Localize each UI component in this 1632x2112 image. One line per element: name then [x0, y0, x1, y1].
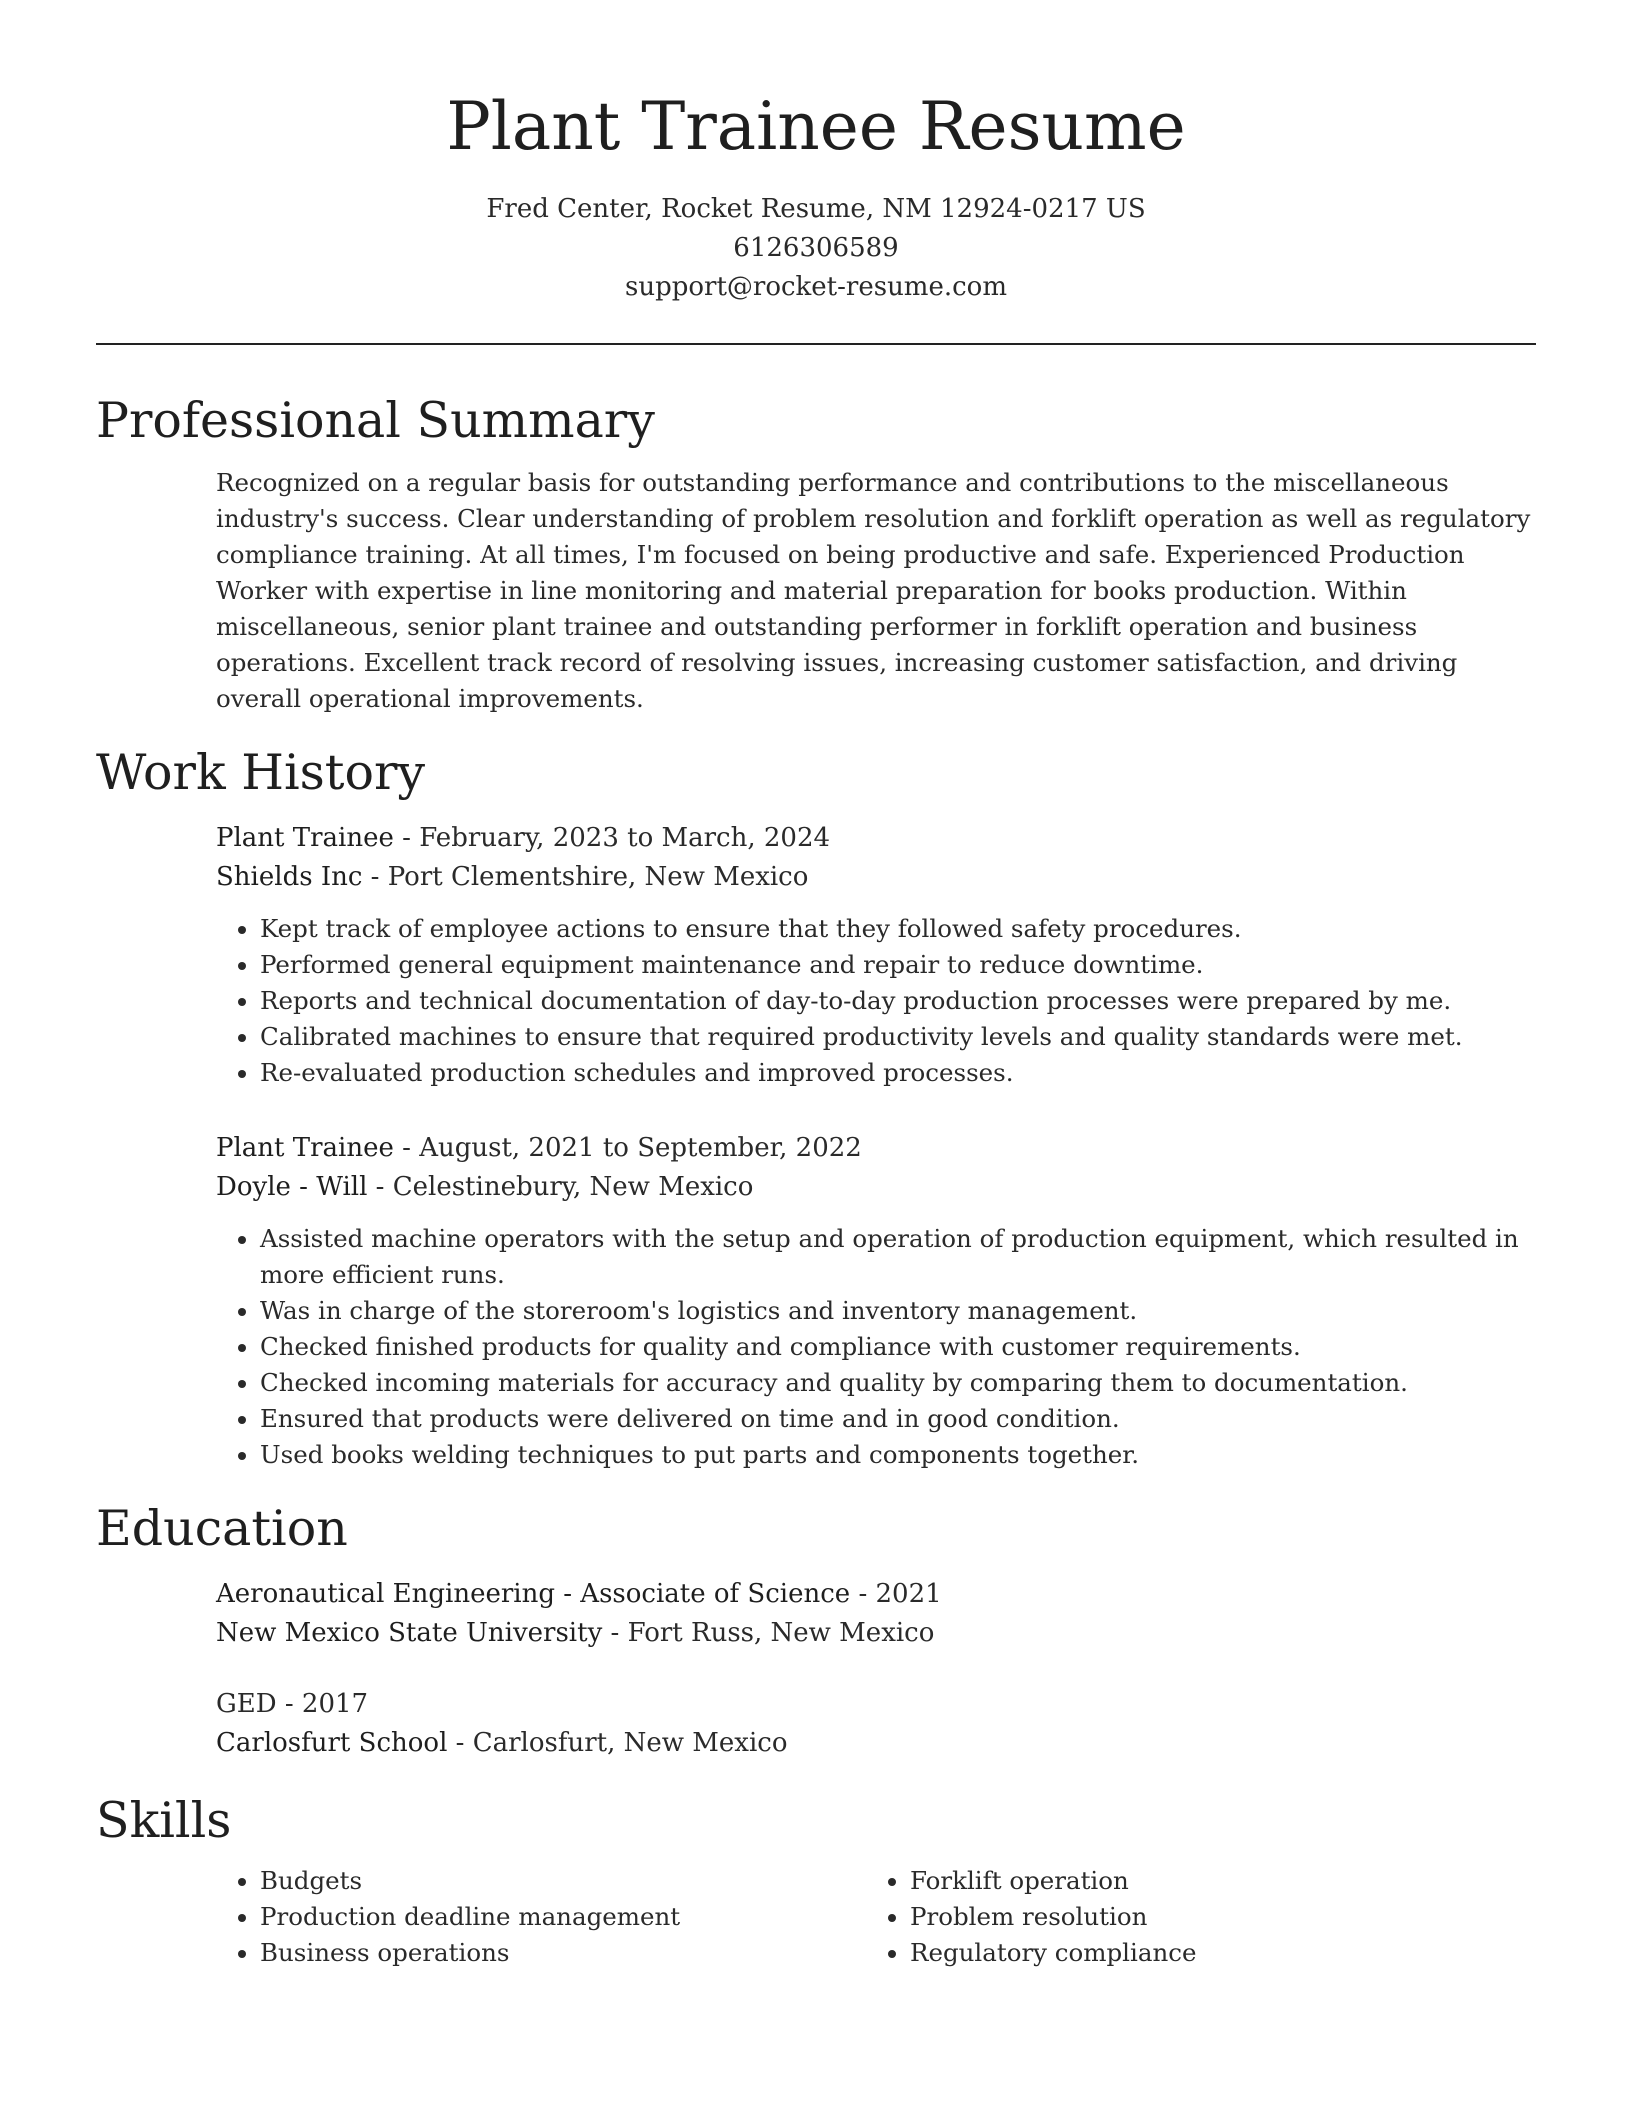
- list-item: • Reports and technical documentation of day-to-day production processes were prepared by me.: [260, 983, 1536, 1019]
- school-name: New Mexico State University: [216, 1618, 603, 1648]
- job-company: Doyle - Will: [216, 1172, 368, 1202]
- skills-grid: [216, 1863, 1536, 1971]
- degree-year: - 2021: [850, 1579, 942, 1609]
- degree-name: Aeronautical Engineering - Associate of Science: [216, 1579, 851, 1609]
- email-address: support@rocket-resume.com: [624, 272, 1007, 302]
- job-dates: - February, 2023 to March, 2024: [393, 823, 831, 853]
- job-entry: [216, 1129, 1536, 1473]
- job-duties-list: [216, 911, 1536, 1091]
- list-item: • Performed general equipment maintenance and repair to reduce downtime.: [260, 947, 1536, 983]
- skill-item: • Business operations: [260, 1935, 866, 1971]
- resume-title: Plant Trainee Resume: [446, 88, 1186, 165]
- job-company-line: [216, 858, 1536, 897]
- job-role: Plant Trainee: [216, 1133, 394, 1163]
- degree-line: [216, 1575, 1536, 1614]
- skills-list: [216, 1863, 866, 1971]
- skills-section: [96, 1789, 1536, 1971]
- degree-year: - 2017: [276, 1689, 369, 1719]
- degree-line: [216, 1685, 1536, 1724]
- job-title-line: [216, 1129, 1536, 1168]
- summary-heading: Professional Summary: [96, 392, 655, 449]
- job-role: Plant Trainee: [216, 823, 394, 853]
- school-line: [216, 1614, 1536, 1653]
- education-section: [96, 1497, 1536, 1763]
- education-entry: [216, 1685, 1536, 1763]
- resume-header: [96, 0, 1536, 307]
- school-location: - Carlosfurt, New Mexico: [447, 1728, 788, 1758]
- job-location: - Celestinebury, New Mexico: [367, 1172, 754, 1202]
- work-history-section: [96, 741, 1536, 1473]
- list-item: • Was in charge of the storeroom's logistics and inventory management.: [260, 1293, 1536, 1329]
- job-company-line: [216, 1168, 1536, 1207]
- header-divider: [96, 343, 1536, 345]
- skill-item: • Problem resolution: [910, 1899, 1516, 1935]
- summary-text: Recognized on a regular basis for outstanding performance and contributions to the miscellaneous industry's success. Clear understanding of problem resolution and forklift operation as well as regulatory compliance training. At all times, I'm focused on being productive and safe. Experienced Production Worker with expertise in line monitoring and material preparation for books production. Within miscellaneous, senior plant trainee and outstanding performer in forklift operation and business operations. Excellent track record of resolving issues, increasing customer satisfaction, and driving overall operational improvements.: [216, 468, 1531, 713]
- school-location: - Fort Russ, New Mexico: [602, 1618, 935, 1648]
- school-name: Carlosfurt School: [216, 1728, 448, 1758]
- job-company: Shields Inc: [216, 862, 363, 892]
- education-heading: Education: [96, 1500, 348, 1557]
- work-history-heading: Work History: [96, 744, 426, 801]
- list-item: • Used books welding techniques to put parts and components together.: [260, 1437, 1536, 1473]
- skills-column-left: [216, 1863, 866, 1971]
- list-item: • Calibrated machines to ensure that required productivity levels and quality standards were met.: [260, 1019, 1536, 1055]
- skill-item: • Production deadline management: [260, 1899, 866, 1935]
- skills-column-right: [866, 1863, 1516, 1971]
- job-entry: [216, 819, 1536, 1091]
- list-item: • Re-evaluated production schedules and improved processes.: [260, 1055, 1536, 1091]
- school-line: [216, 1724, 1536, 1763]
- education-entry: [216, 1575, 1536, 1653]
- skills-list: [866, 1863, 1516, 1971]
- address: Fred Center, Rocket Resume, NM 12924-0217 US: [486, 194, 1146, 224]
- list-item: • Checked incoming materials for accuracy and quality by comparing them to documentation.: [260, 1365, 1536, 1401]
- degree-name: GED: [216, 1689, 277, 1719]
- job-title-line: [216, 819, 1536, 858]
- list-item: • Checked finished products for quality and compliance with customer requirements.: [260, 1329, 1536, 1365]
- contact-block: [96, 190, 1536, 307]
- skills-heading: Skills: [96, 1792, 232, 1849]
- list-item: • Kept track of employee actions to ensure that they followed safety procedures.: [260, 911, 1536, 947]
- resume-page: [96, 0, 1536, 1971]
- job-duties-list: [216, 1221, 1536, 1473]
- summary-section: [96, 389, 1536, 717]
- skill-item: • Regulatory compliance: [910, 1935, 1516, 1971]
- skill-item: • Forklift operation: [910, 1863, 1516, 1899]
- list-item: • Assisted machine operators with the setup and operation of production equipment, which resulted in more efficient runs.: [260, 1221, 1536, 1293]
- phone-number: 6126306589: [733, 233, 899, 263]
- skill-item: • Budgets: [260, 1863, 866, 1899]
- job-dates: - August, 2021 to September, 2022: [393, 1133, 862, 1163]
- list-item: • Ensured that products were delivered on time and in good condition.: [260, 1401, 1536, 1437]
- job-location: - Port Clementshire, New Mexico: [362, 862, 809, 892]
